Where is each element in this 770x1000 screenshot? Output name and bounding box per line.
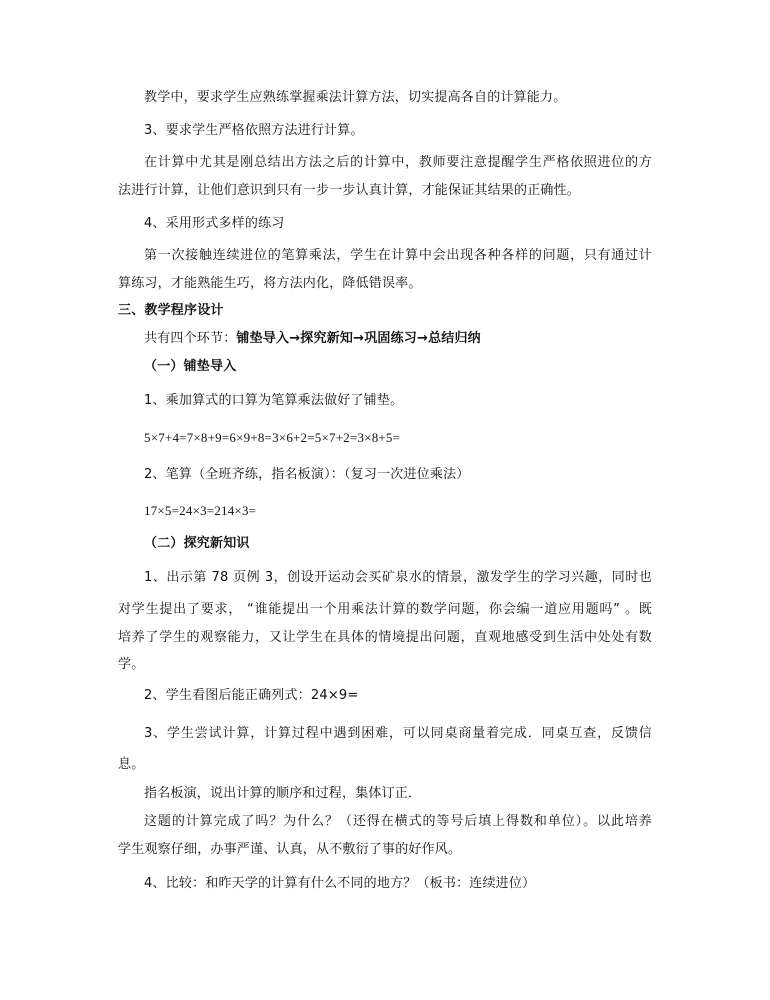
paragraph-line: [144, 331, 481, 347]
steps-sequence: 铺垫导入→探究新知→巩固练习→总结归纳: [236, 331, 481, 346]
subsection-heading: （一）铺垫导入: [144, 359, 237, 374]
list-item-heading: 3、要求学生严格依照方法进行计算。: [144, 123, 364, 138]
paragraph-line: 算练习，才能熟能生巧，将方法内化，降低错误率。: [118, 276, 422, 291]
paragraph-line: 学。: [118, 657, 145, 672]
steps-intro: 共有四个环节：: [144, 331, 237, 346]
section-heading: 三、教学程序设计: [118, 303, 224, 318]
paragraph-line: 法进行计算，让他们意识到只有一步一步认真计算，才能保证其结果的正确性。: [118, 183, 581, 198]
list-item-heading: 4、比较：和昨天学的计算有什么不同的地方？（板书：连续进位）: [144, 876, 536, 891]
paragraph-line: 1、出示第 78 页例 3，创设开运动会买矿泉水的情景，激发学生的学习兴趣，同时也: [144, 570, 652, 585]
paragraph-line: 指名板演，说出计算的顺序和过程，集体订正．: [144, 786, 422, 801]
subsection-heading: （二）探究新知识: [144, 536, 250, 551]
paragraph-line: 培养了学生的观察能力，又让学生在具体的情境提出问题，直观地感受到生活中处处有数: [118, 630, 652, 645]
paragraph-line: 息。: [118, 757, 145, 772]
list-item-heading: 1、乘加算式的口算为笔算乘法做好了铺垫。: [144, 393, 404, 408]
paragraph-line: 第一次接触连续进位的笔算乘法，学生在计算中会出现各种各样的问题，只有通过计: [144, 248, 652, 263]
list-item-heading: 2、学生看图后能正确列式：24×9=: [144, 688, 359, 703]
paragraph-line: 3、学生尝试计算，计算过程中遇到困难，可以同桌商量着完成．同桌互查，反馈信: [144, 726, 652, 741]
list-item-heading: 2、笔算（全班齐练，指名板演）：（复习一次进位乘法）: [144, 467, 470, 482]
paragraph-line: 学生观察仔细，办事严谨、认真，从不敷衍了事的好作风。: [118, 842, 462, 857]
paragraph-line: 对学生提出了要求， “谁能提出一个用乘法计算的数学问题，你会编一道应用题吗” 。既: [118, 602, 652, 617]
math-expression: 17×5=24×3=214×3=: [144, 503, 257, 518]
math-expression: 5×7+4=7×8+9=6×9+8=3×6+2=5×7+2=3×8+5=: [144, 430, 401, 445]
paragraph-line: 这题的计算完成了吗？为什么？（还得在横式的等号后填上得数和单位）。以此培养: [144, 814, 652, 829]
list-item-heading: 4、采用形式多样的练习: [144, 216, 285, 231]
paragraph-line: 教学中，要求学生应熟练掌握乘法计算方法，切实提高各自的计算能力。: [144, 90, 567, 105]
paragraph-line: 在计算中尤其是刚总结出方法之后的计算中，教师要注意提醒学生严格依照进位的方: [144, 155, 652, 170]
